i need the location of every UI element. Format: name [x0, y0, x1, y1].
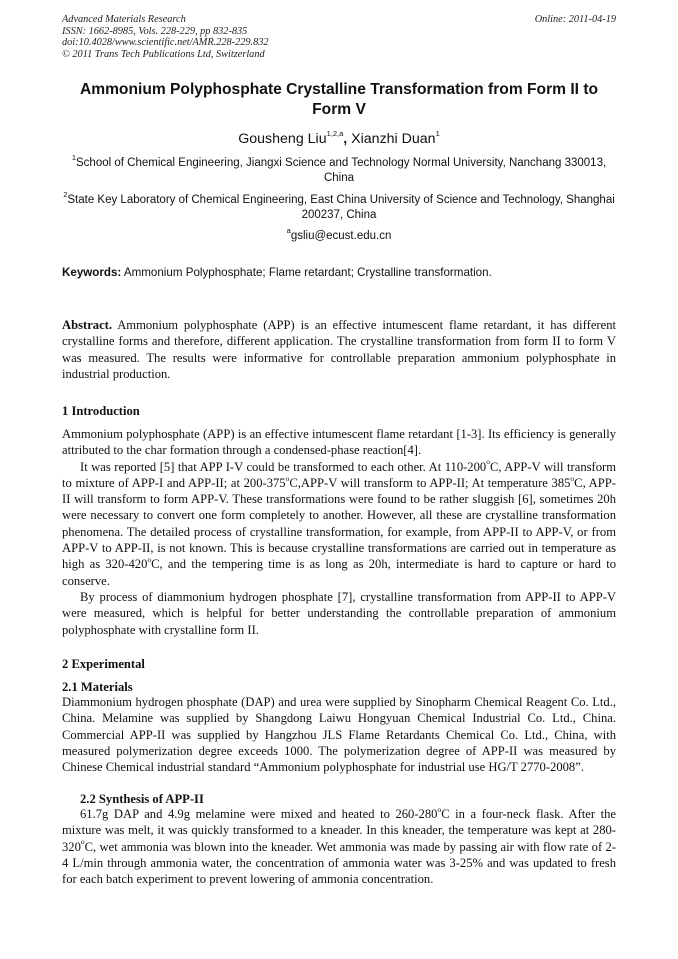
paragraph: Ammonium polyphosphate (APP) is an effective intumescent flame retardant [1-3]. Its efficiency is generally attributed to the char formation through a condensed-phase reaction[4].	[62, 427, 616, 458]
author-affiliation-marker: 1,2,a	[326, 129, 344, 139]
abstract-text: Ammonium polyphosphate (APP) is an effective intumescent flame retardant, it has different crystalline forms and therefore, different application. The crystalline transformation from form II to form V was measured. The results were informative for controllable preparation ammonium polyphosphate in industrial production.	[62, 318, 616, 381]
degree-symbol: o	[486, 457, 490, 467]
paper-title: Ammonium Polyphosphate Crystalline Transformation from Form II to Form V	[79, 81, 599, 118]
affiliation	[62, 153, 616, 186]
journal-name: Advanced Materials Research	[62, 14, 186, 25]
degree-symbol: o	[570, 473, 575, 483]
online-date: Online: 2011-04-19	[534, 14, 616, 25]
section-heading-experimental: 2 Experimental	[62, 657, 145, 671]
abstract	[62, 317, 616, 382]
section-heading-introduction: 1 Introduction	[62, 404, 140, 418]
degree-symbol: o	[285, 473, 290, 483]
subsection-heading-synthesis: 2.2 Synthesis of APP-II	[80, 792, 204, 806]
issn-line: ISSN: 1662-8985, Vols. 228-229, pp 832-835	[62, 25, 248, 37]
keywords	[62, 265, 616, 280]
degree-symbol: o	[147, 555, 152, 565]
author-email	[62, 226, 616, 244]
subsection-heading-materials: 2.1 Materials	[62, 680, 133, 694]
affiliation-text: School of Chemical Engineering, Jiangxi Science and Technology Normal University, Nanchang 330013, China	[76, 157, 607, 184]
paragraph: By process of diammonium hydrogen phosphate [7], crystalline transformation from APP-II to APP-V were measured, which is helpful for better understanding the controllable preparation of ammonium polyphosphate with crystalline form II.	[62, 589, 616, 637]
degree-symbol: o	[437, 804, 442, 814]
email-marker: a	[286, 226, 291, 236]
introduction-body	[62, 426, 616, 638]
affiliation	[62, 190, 616, 223]
author-affiliation-marker: 1	[435, 129, 440, 139]
affiliation-marker: 1	[71, 153, 76, 163]
email-address: gsliu@ecust.edu.cn	[290, 230, 392, 242]
abstract-label: Abstract.	[62, 318, 113, 332]
affiliation-marker: 2	[63, 190, 68, 200]
synthesis-body	[62, 806, 616, 887]
author-name: Xianzhi Duan	[351, 131, 436, 147]
author-name: Gousheng Liu	[238, 131, 327, 147]
affiliation-text: State Key Laboratory of Chemical Engineering, East China University of Science and Technology, Shanghai 200237, China	[67, 194, 615, 221]
author-separator: ,	[343, 131, 352, 147]
copyright-line: © 2011 Trans Tech Publications Ltd, Switzerland	[62, 48, 265, 60]
keywords-label: Keywords:	[62, 266, 122, 279]
materials-body	[62, 694, 616, 775]
keywords-text: Ammonium Polyphosphate; Flame retardant; Crystalline transformation.	[121, 266, 492, 279]
author-line	[62, 130, 616, 148]
journal-header	[62, 14, 616, 60]
paragraph: 61.7g DAP and 4.9g melamine were mixed and heated to 260-280$^o$C in a four-neck flask. After the mixture was melt, it was quickly transformed to a kneader. In this kneader, the temperature was kept at 280-320$^o$C, wet ammonia was blown into the kneader. Wet ammonia was made by passing air with flow rate of 2-4 L/min through ammonia water, the concentration of ammonia water was 3-25% and was updated to fresh for each batch experiment to prevent lowering of ammonia concentration.	[62, 804, 616, 887]
degree-symbol: o	[80, 837, 85, 847]
paragraph: It was reported [5] that APP I-V could be transformed to each other. At 110-200$^o$C, APP-V will transform to mixture of APP-I and APP-II; at 200-375$^o$C,APP-V will transform to APP-II; At temperature 385$^o$C, APP-II will transform to form APP-V. These transformations were found to be rather sluggish [6], sometimes 20h were necessary to convert one form completely to another. However, all these are crystalline transformation phenomena. The detailed process of crystalline transformation, for example, from APP-II to APP-V, or from APP-V to APP-II, is not known. This is because crystalline transformations are carried out in temperature as high as 320-420$^o$C, and the tempering time is as long as 20h, intermediate is hard to capture or hard to conserve.	[62, 457, 617, 588]
doi-line: doi:10.4028/www.scientific.net/AMR.228-229.832	[62, 37, 269, 48]
paragraph: Diammonium hydrogen phosphate (DAP) and urea were supplied by Sinopharm Chemical Reagent Co. Ltd., China. Melamine was supplied by Shangdong Laiwu Hongyuan Chemical Industrial Co. Ltd., China. Commercial APP-II was supplied by Hangzhou JLS Flame Retardants Chemical Co. Ltd., China, with measured polymerization degree exceeds 1000. The polymerization degree of APP-II was measured by Chinese Chemical industrial standard “Ammonium polyphosphate for industrial use HG/T 2770-2008”.	[62, 695, 616, 775]
